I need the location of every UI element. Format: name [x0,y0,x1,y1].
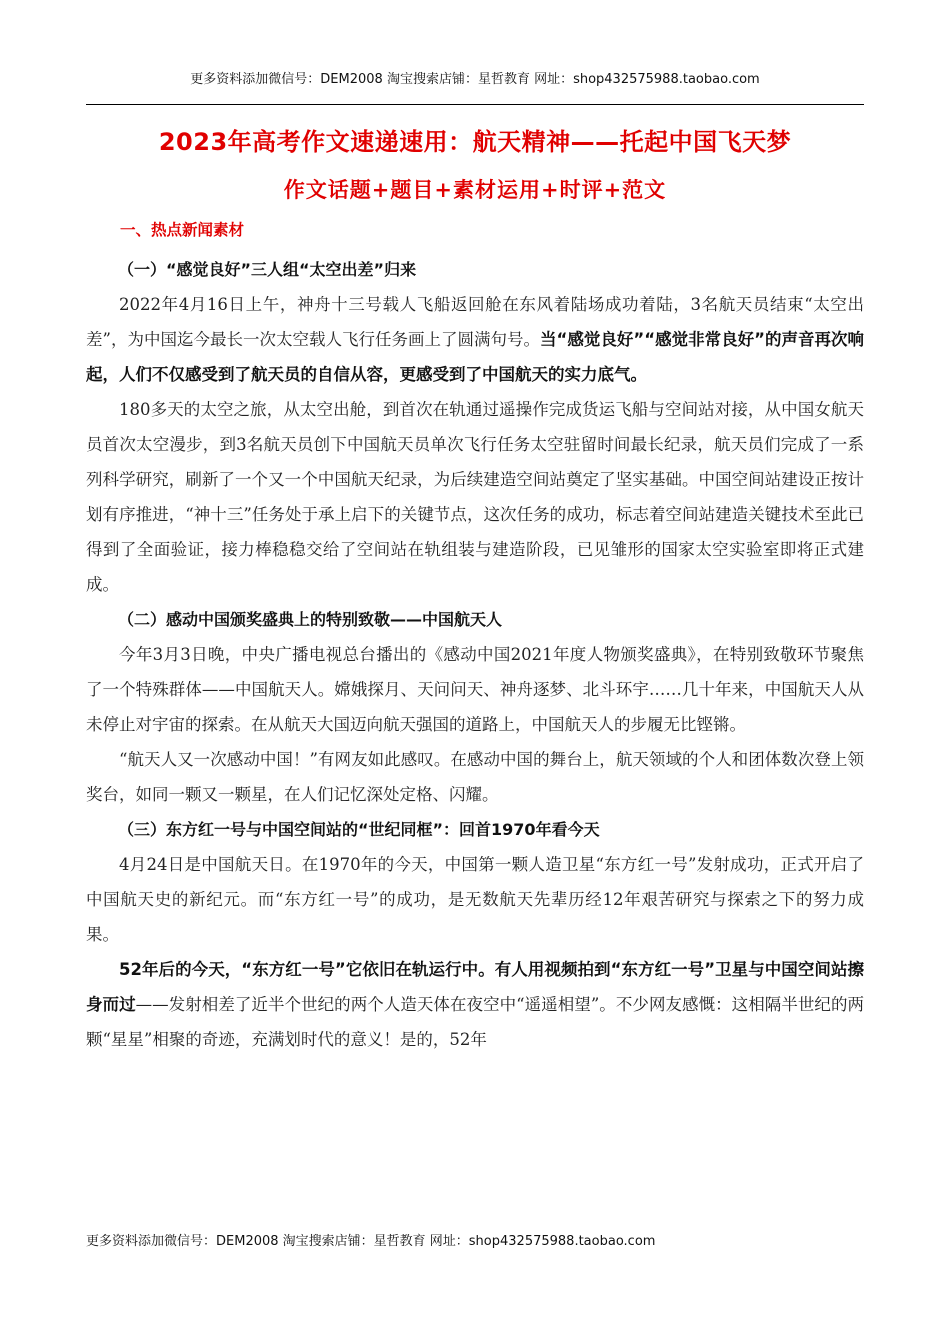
paragraph-1-text: 2022年4月16日上午，神舟十三号载人飞船返回舱在东风着陆场成功着陆，3名航天员结束“太空出差”，为中国迄今最长一次太空载人飞行任务画上了圆满句号。 [86,295,864,349]
footer-note: 更多资料添加微信号：DEM2008 淘宝搜索店铺：星哲教育 网址：shop432575988.taobao.com [86,1234,656,1249]
paragraph-6-text: ——发射相差了近半个世纪的两个人造天体在夜空中“遥遥相望”。不少网友感慨：这相隔半世纪的两颗“星星”相聚的奇迹，充满划时代的意义！是的，52年 [86,995,864,1049]
header-divider [86,104,864,105]
paragraph-3: 今年3月3日晚，中央广播电视总台播出的《感动中国2021年度人物颁奖盛典》，在特别致敬环节聚焦了一个特殊群体——中国航天人。嫦娥探月、天问问天、神舟逐梦、北斗环宇……几十年来，中国航天人从未停止对宇宙的探索。在从航天大国迈向航天强国的道路上，中国航天人的步履无比铿锵。 [86,645,864,734]
subheading-1: （一）“感觉良好”三人组“太空出差”归来 [118,260,417,279]
subheading-3: （三）东方红一号与中国空间站的“世纪同框”：回首1970年看今天 [118,820,600,839]
header-note: 更多资料添加微信号：DEM2008 淘宝搜索店铺：星哲教育 网址：shop432575988.taobao.com [190,72,760,87]
section-heading: 一、热点新闻素材 [120,221,245,239]
paragraph-6 [86,952,864,1057]
subheading-2: （二）感动中国颁奖盛典上的特别致敬——中国航天人 [118,610,503,629]
paragraph-4: “航天人又一次感动中国！”有网友如此感叹。在感动中国的舞台上，航天领域的个人和团体数次登上领奖台，如同一颗又一颗星，在人们记忆深处定格、闪耀。 [86,750,864,804]
document-title: 2023年高考作文速递速用：航天精神——托起中国飞天梦 [158,128,792,156]
article-body [86,252,864,1057]
paragraph-5: 4月24日是中国航天日。在1970年的今天，中国第一颗人造卫星“东方红一号”发射成功，正式开启了中国航天史的新纪元。而“东方红一号”的成功，是无数航天先辈历经12年艰苦研究与探索之下的努力成果。 [86,855,864,944]
document-subtitle: 作文话题+题目+素材运用+时评+范文 [283,177,667,202]
paragraph-6-emphasis: 52年后的今天，“东方红一号”它依旧在轨运行中。有人用视频拍到“东方红一号”卫星与中国空间站擦身而过 [86,960,864,1014]
paragraph-1 [86,287,864,392]
paragraph-2: 180多天的太空之旅，从太空出舱，到首次在轨通过遥操作完成货运飞船与空间站对接，从中国女航天员首次太空漫步，到3名航天员创下中国航天员单次飞行任务太空驻留时间最长纪录，航天员们完成了一系列科学研究，刷新了一个又一个中国航天纪录，为后续建造空间站奠定了坚实基础。中国空间站建设正按计划有序推进，“神十三”任务处于承上启下的关键节点，这次任务的成功，标志着空间站建造关键技术至此已得到了全面验证，接力棒稳稳交给了空间站在轨组装与建造阶段，已见雏形的国家太空实验室即将正式建成。 [86,400,864,594]
paragraph-1-emphasis: 当“感觉良好”“感觉非常良好”的声音再次响起，人们不仅感受到了航天员的自信从容，更感受到了中国航天的实力底气。 [86,330,864,384]
